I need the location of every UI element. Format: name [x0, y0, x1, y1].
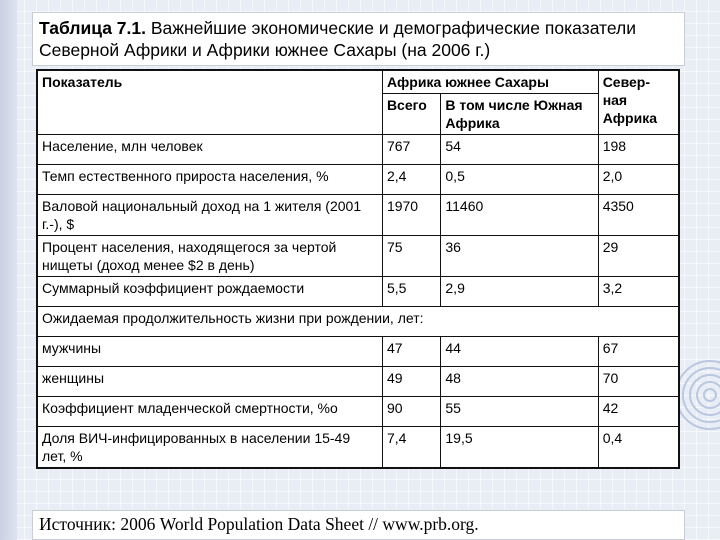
cell-indicator: Суммарный коэффициент рождаемости: [37, 277, 382, 307]
cell-ssa-total: 75: [382, 236, 440, 277]
table-row: [37, 165, 679, 195]
cell-south-africa: 19,5: [441, 427, 598, 469]
cell-indicator: Коэффициент младенческой смертности, %о: [37, 397, 382, 427]
cell-north-africa: 198: [598, 135, 679, 165]
table-row: [37, 277, 679, 307]
table-row: [37, 135, 679, 165]
cell-ssa-total: 7,4: [382, 427, 440, 469]
source-box: [32, 510, 685, 540]
cell-ssa-total: 2,4: [382, 165, 440, 195]
cell-north-africa: 4350: [598, 195, 679, 236]
cell-ssa-total: 5,5: [382, 277, 440, 307]
cell-indicator: женщины: [37, 367, 382, 397]
table-row: [37, 367, 679, 397]
cell-ssa-total: 47: [382, 337, 440, 367]
cell-indicator: Валовой национальный доход на 1 жителя (2001 г.-), $: [37, 195, 382, 236]
cell-ssa-total: 1970: [382, 195, 440, 236]
table-title: [39, 17, 679, 61]
header-ssa-total: Всего: [382, 94, 440, 135]
table-row: [37, 195, 679, 236]
cell-south-africa: 55: [441, 397, 598, 427]
header-ssa: Африка южнее Сахары: [382, 70, 598, 94]
cell-north-africa: 42: [598, 397, 679, 427]
cell-indicator: Население, млн человек: [37, 135, 382, 165]
slide-left-bar: [0, 0, 17, 540]
cell-south-africa: 54: [441, 135, 598, 165]
indicators-table: [36, 69, 680, 469]
cell-indicator: Процент населения, находящегося за чертой нищеты (доход менее $2 в день): [37, 236, 382, 277]
cell-indicator: мужчины: [37, 337, 382, 367]
table-title-label: Таблица 7.1.: [39, 18, 146, 38]
header-north-africa: Север-ная Африка: [598, 70, 679, 135]
section-life-expectancy: Ожидаемая продолжительность жизни при рождении, лет:: [37, 307, 679, 337]
table-title-text: Важнейшие экономические и демографические показатели Северной Африки и Африки южнее Сахары (на 2006 г.): [39, 18, 637, 60]
title-box: [32, 12, 685, 66]
table-row: [37, 236, 679, 277]
cell-north-africa: 67: [598, 337, 679, 367]
cell-north-africa: 70: [598, 367, 679, 397]
cell-south-africa: 44: [441, 337, 598, 367]
cell-south-africa: 48: [441, 367, 598, 397]
slide: [32, 12, 687, 540]
section-row: [37, 307, 679, 337]
cell-south-africa: 0,5: [441, 165, 598, 195]
header-row: [37, 70, 679, 94]
cell-south-africa: 2,9: [441, 277, 598, 307]
table-row: [37, 337, 679, 367]
cell-indicator: Темп естественного прироста населения, %: [37, 165, 382, 195]
header-indicator: Показатель: [37, 70, 382, 135]
cell-north-africa: 3,2: [598, 277, 679, 307]
cell-ssa-total: 90: [382, 397, 440, 427]
table-row: [37, 427, 679, 469]
cell-north-africa: 2,0: [598, 165, 679, 195]
cell-ssa-total: 49: [382, 367, 440, 397]
cell-ssa-total: 767: [382, 135, 440, 165]
cell-indicator: Доля ВИЧ-инфицированных в населении 15-49 лет, %: [37, 427, 382, 469]
cell-north-africa: 0,4: [598, 427, 679, 469]
source-text: Источник: 2006 World Population Data Sheet // www.prb.org.: [39, 514, 479, 534]
cell-south-africa: 11460: [441, 195, 598, 236]
table-row: [37, 397, 679, 427]
header-ssa-south-africa: В том числе Южная Африка: [441, 94, 598, 135]
cell-north-africa: 29: [598, 236, 679, 277]
cell-south-africa: 36: [441, 236, 598, 277]
